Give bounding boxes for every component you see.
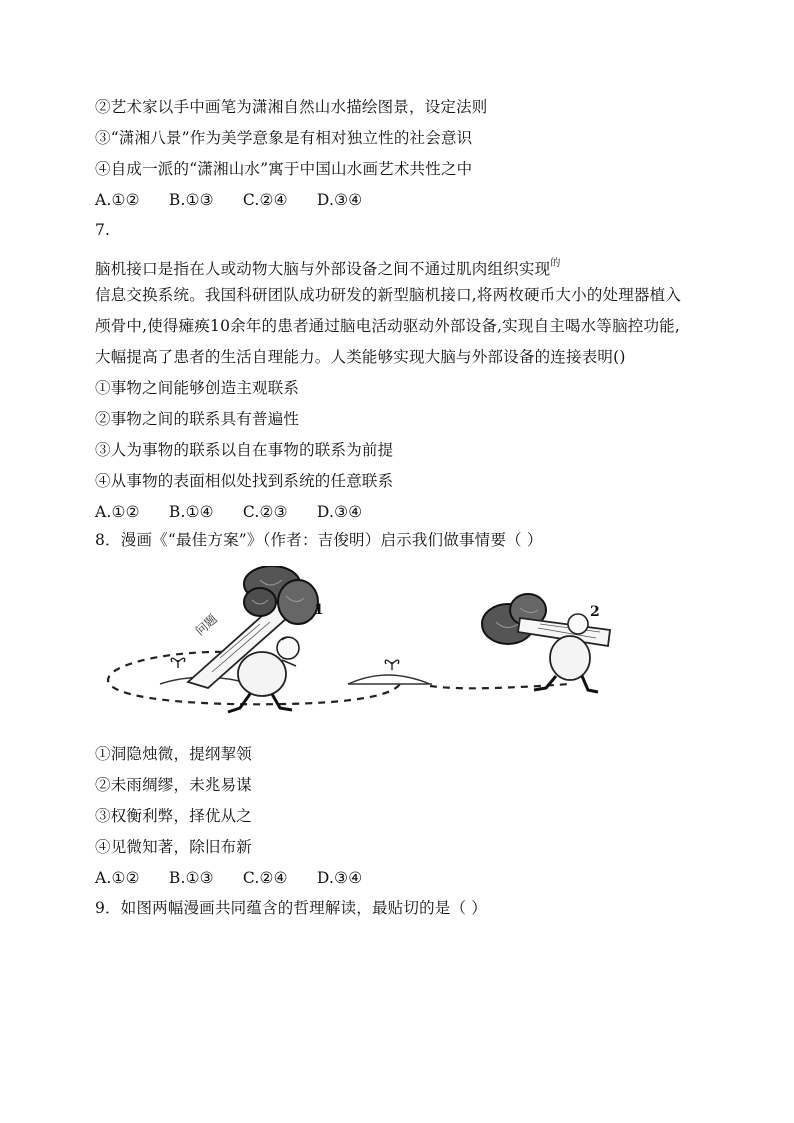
- q8-item-4: ④见微知著，除旧布新: [95, 838, 253, 856]
- q7-item-1: ①事物之间能够创造主观联系: [95, 379, 300, 397]
- panel2-tree-crown: [482, 594, 546, 644]
- q7-item-2: ②事物之间的联系具有普遍性: [95, 410, 300, 428]
- q6-option-b: B.①③: [168, 191, 214, 209]
- q7-option-b: B.①④: [168, 503, 214, 521]
- panel1-number: 1: [314, 602, 324, 618]
- q6-option-d: D.③④: [316, 191, 363, 209]
- q8-item-3: ③权衡利弊，择优从之: [95, 807, 253, 825]
- q7-option-c: C.②③: [242, 503, 288, 521]
- q6-item-3: ③“潇湘八景”作为美学意象是有相对独立性的社会意识: [95, 129, 473, 147]
- q8-options: [95, 868, 386, 888]
- q8-option-c: C.②④: [242, 869, 288, 887]
- q7-item-3: ③人为事物的联系以自在事物的联系为前提: [95, 441, 394, 459]
- q7-options: [95, 502, 386, 522]
- q8-option-a: A.①②: [95, 869, 140, 887]
- q7-number: 7.: [95, 221, 111, 239]
- q7-stem-line-3: 颅骨中,使得瘫痪10余年的患者通过脑电活动驱动外部设备,实现自主喝水等脑控功能,: [95, 317, 681, 335]
- panel1-sprout: [171, 658, 185, 668]
- q6-item-4: ④自成一派的“潇湘山水”寓于中国山水画艺术共性之中: [95, 160, 473, 178]
- q7-stem-line-4: 大幅提高了患者的生活自理能力。人类能够实现大脑与外部设备的连接表明(): [95, 348, 626, 366]
- q7-stem-line-1-tail: 的: [550, 258, 561, 269]
- q8-item-1: ①洞隐烛微，提纲挈领: [95, 745, 253, 763]
- q8-stem: 8．漫画《“最佳方案”》（作者：吉俊明）启示我们做事情要（ ）: [95, 531, 543, 549]
- q6-item-2: ②艺术家以手中画笔为潇湘自然山水描绘图景，设定法则: [95, 98, 488, 116]
- panel2-sprout: [385, 660, 399, 670]
- q7-stem-line-2: 信息交换系统。我国科研团队成功研发的新型脑机接口,将两枚硬币大小的处理器植入: [95, 286, 682, 304]
- q6-option-a: A.①②: [95, 191, 140, 209]
- q6-options: [95, 190, 386, 210]
- panel1-trunk-text: 问题: [192, 611, 220, 639]
- q9-stem: 9．如图两幅漫画共同蕴含的哲理解读，最贴切的是（ ）: [95, 899, 487, 917]
- q7-option-d: D.③④: [316, 503, 363, 521]
- q7-item-4: ④从事物的表面相似处找到系统的任意联系: [95, 472, 394, 490]
- q6-option-c: C.②④: [242, 191, 288, 209]
- q7-option-a: A.①②: [95, 503, 140, 521]
- q7-stem-line-1-text: 脑机接口是指在人或动物大脑与外部设备之间不通过肌肉组织实现: [95, 260, 551, 278]
- q8-option-d: D.③④: [316, 869, 363, 887]
- panel1-tree-crown: [244, 566, 318, 624]
- q8-comic-illustration: [100, 566, 700, 726]
- panel2-number: 2: [590, 604, 600, 620]
- panel2-ground: [348, 675, 432, 684]
- q8-option-b: B.①③: [168, 869, 214, 887]
- q8-item-2: ②未雨绸缪，未兆易谋: [95, 776, 253, 794]
- q7-stem-line-1: [95, 254, 561, 279]
